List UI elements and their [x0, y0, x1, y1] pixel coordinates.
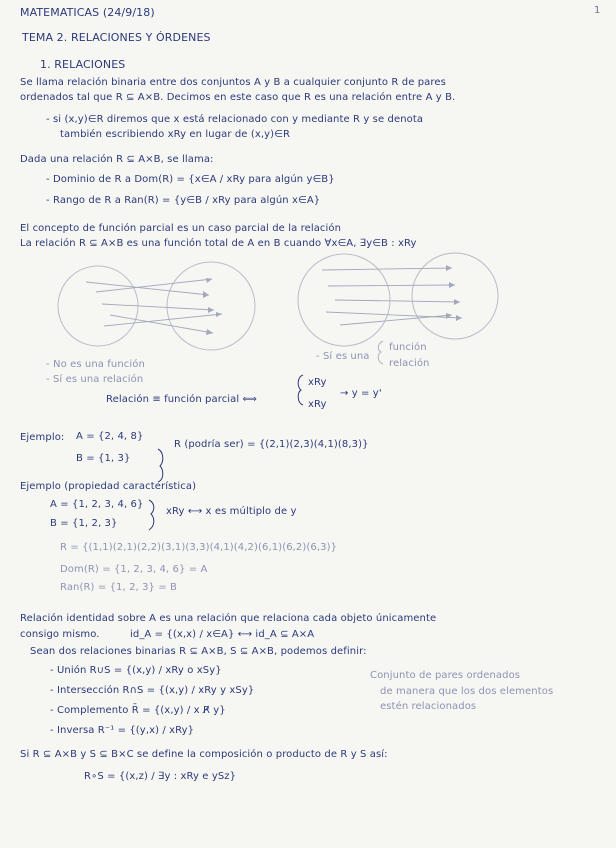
example2-range: Ran(R) = {1, 2, 3} = B — [60, 582, 178, 593]
example2-set-a: A = {1, 2, 3, 4, 6} — [50, 499, 144, 510]
arrow-head — [208, 307, 214, 313]
left-diagram-note-2: - Sí es una relación — [46, 374, 144, 385]
side-note-line-3: estén relacionados — [380, 701, 477, 712]
example-set-a: A = {2, 4, 8} — [76, 431, 144, 442]
right-set-b-circle — [412, 253, 498, 339]
composition-definition: Si R ⊆ A×B y S ⊆ B×C se define la composición o producto de R y S así: — [20, 749, 388, 760]
range-definition: - Rango de R a Ran(R) = {y∈B / xRy para algún x∈A} — [46, 195, 321, 206]
arrow-line — [96, 279, 212, 292]
left-set-a-circle — [58, 266, 138, 346]
arrow-head — [206, 329, 213, 335]
example2-brace — [149, 500, 154, 530]
relation-equivalence-label: Relación ≡ función parcial ⟺ — [106, 394, 257, 405]
total-function-definition: La relación R ⊆ A×B es una función total de A en B cuando ∀x∈A, ∃y∈B : xRy — [20, 238, 417, 249]
topic-title: TEMA 2. RELACIONES Y ÓRDENES — [22, 31, 211, 44]
left-set-b-circle — [167, 262, 255, 350]
arrow-line — [335, 300, 460, 302]
composition-formula: R∘S = {(x,z) / ∃y : xRy e ySz} — [84, 771, 237, 782]
definition-line-1: Se llama relación binaria entre dos conjuntos A y B a cualquier conjunto R de pares — [20, 77, 446, 88]
right-diagram-brace-item-2: relación — [389, 358, 430, 369]
section-heading: 1. RELACIONES — [40, 58, 126, 71]
relation-implies: → y = y' — [340, 388, 382, 399]
arrow-head — [446, 313, 452, 319]
example-set-b: B = {1, 3} — [76, 453, 131, 464]
bullet-notation-line-2: también escribiendo xRy en lugar de (x,y)∈R — [60, 129, 291, 140]
arrow-line — [326, 312, 462, 318]
inverse-definition: - Inversa R⁻¹ = {(y,x) / xRy} — [50, 725, 195, 736]
arrow-head — [203, 291, 209, 298]
example-label: Ejemplo: — [20, 432, 65, 443]
side-note-line-1: Conjunto de pares ordenados — [370, 670, 521, 681]
intersection-definition: - Intersección R∩S = {(x,y) / xRy y xSy} — [50, 685, 255, 696]
identity-formula: id_A = {(x,x) / x∈A} ⟷ id_A ⊆ A×A — [130, 629, 315, 640]
diagram-brace — [378, 341, 383, 364]
given-relation: Dada una relación R ⊆ A×B, se llama: — [20, 154, 214, 165]
bullet-notation-line-1: - si (x,y)∈R diremos que x está relacionado con y mediante R y se denota — [46, 114, 424, 125]
partial-function-note: El concepto de función parcial es un caso parcial de la relación — [20, 223, 342, 234]
identity-line-1: Relación identidad sobre A es una relación que relaciona cada objeto únicamente — [20, 613, 437, 624]
example2-set-b: B = {1, 2, 3} — [50, 518, 118, 529]
arrow-head — [446, 265, 452, 271]
arrow-line — [340, 315, 452, 325]
page-header-title: MATEMATICAS (24/9/18) — [20, 6, 155, 19]
binary-relations-intro: Sean dos relaciones binarias R ⊆ A×B, S ⊆ A×B, podemos definir: — [30, 646, 367, 657]
complement-definition: - Complemento R̄ = {(x,y) / x R̸ y} — [50, 705, 226, 716]
example2-label: Ejemplo (propiedad característica) — [20, 481, 197, 492]
example-possible-relation: R (podría ser) = {(2,1)(2,3)(4,1)(8,3)} — [174, 439, 369, 450]
page-number: 1 — [594, 5, 601, 16]
arrow-head — [456, 315, 462, 321]
domain-definition: - Dominio de R a Dom(R) = {x∈A / xRy para algún y∈B} — [46, 174, 335, 185]
relation-brace — [298, 375, 303, 405]
relation-top: xRy — [308, 377, 327, 388]
relation-bottom: xRy — [308, 399, 327, 410]
arrow-line — [102, 304, 214, 310]
arrow-head — [449, 282, 455, 288]
arrow-line — [322, 268, 452, 270]
right-diagram-note: - Sí es una — [316, 351, 370, 362]
right-diagram-brace-item-1: función — [389, 342, 427, 353]
example-brace — [158, 449, 163, 482]
example2-rule: xRy ⟷ x es múltiplo de y — [166, 506, 297, 517]
side-note-line-2: de manera que los dos elementos — [380, 686, 554, 697]
example2-domain: Dom(R) = {1, 2, 3, 4, 6} = A — [60, 564, 208, 575]
identity-line-2: consigo mismo. — [20, 629, 100, 640]
left-diagram-note-1: - No es una función — [46, 359, 145, 370]
example2-relation-set: R = {(1,1)(2,1)(2,2)(3,1)(3,3)(4,1)(4,2)(6,1)(6,2)(6,3)} — [60, 542, 338, 553]
union-definition: - Unión R∪S = {(x,y) / xRy o xSy} — [50, 665, 222, 676]
arrow-head — [454, 299, 460, 305]
arrow-line — [328, 285, 455, 286]
arrow-line — [86, 282, 209, 295]
definition-line-2: ordenados tal que R ⊆ A×B. Decimos en este caso que R es una relación entre A y B. — [20, 92, 456, 103]
